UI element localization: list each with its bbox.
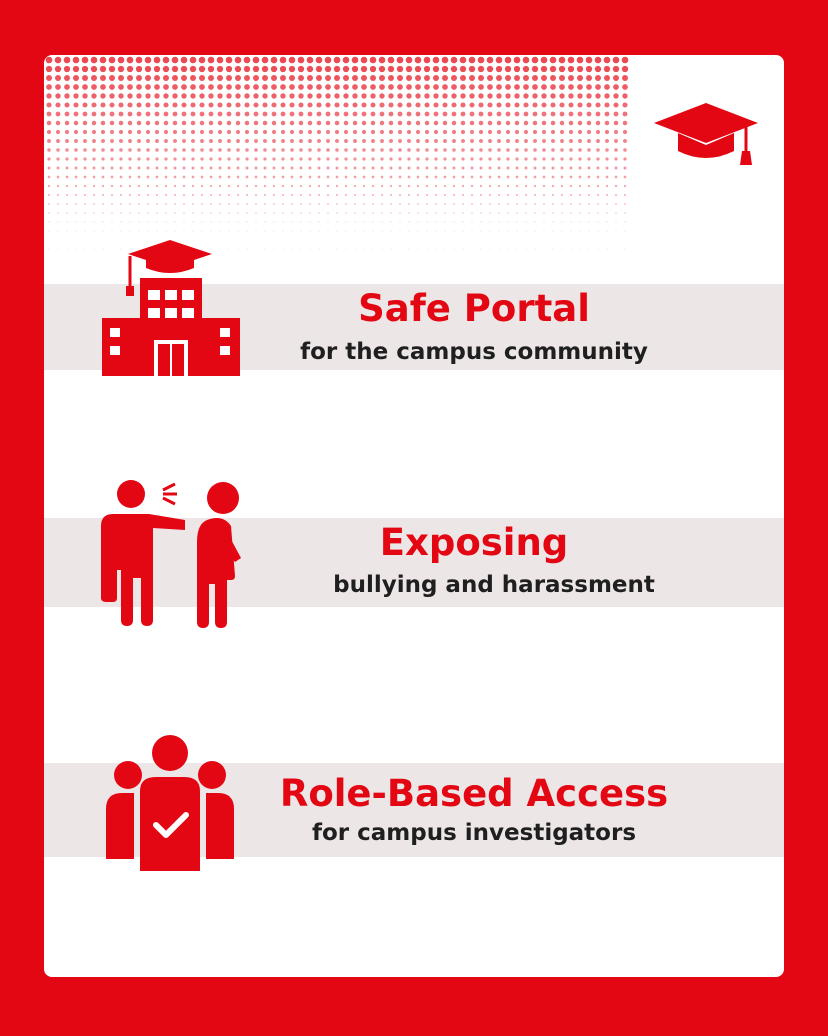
feature-title: Safe Portal [358,287,590,330]
feature-subtitle: bullying and harassment [333,572,655,598]
feature-subtitle: for the campus community [300,339,648,365]
feature-card [44,55,784,977]
feature-title: Role-Based Access [279,772,669,815]
school-building-icon [102,240,240,376]
halftone-dot-pattern [44,55,634,255]
feature-title: Exposing [379,521,569,564]
feature-subtitle: for campus investigators [311,820,637,846]
group-verified-icon [106,735,234,871]
bullying-people-icon [99,480,241,628]
graduation-cap-icon [654,103,758,169]
